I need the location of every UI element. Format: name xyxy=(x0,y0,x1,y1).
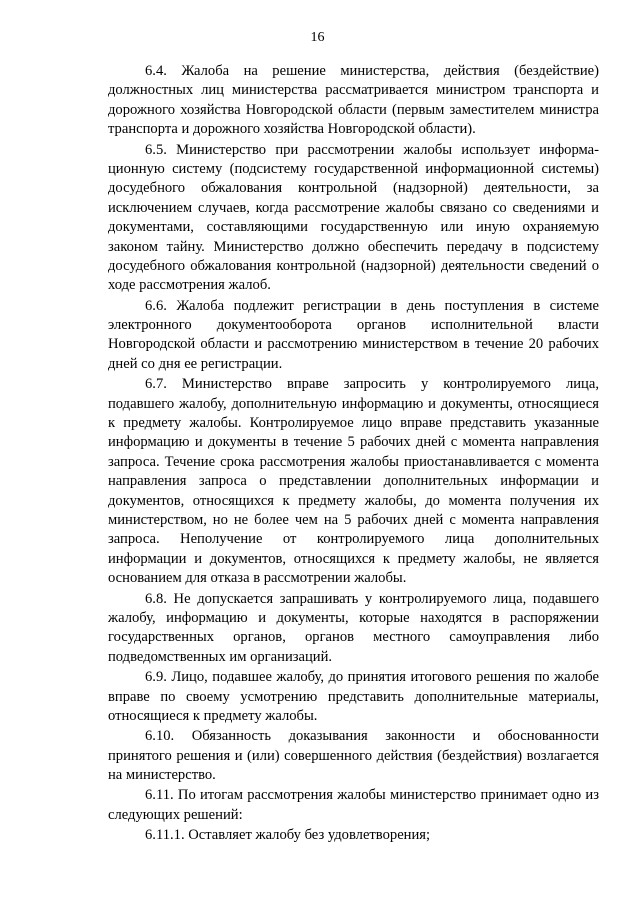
text-line: транспорта и дорожного хозяйства Новгородской области). xyxy=(108,121,476,138)
text-line: информацию и документы в течение 5 рабочих дней с момента направления xyxy=(108,434,599,451)
text-line: принятого решения и (или) совершенного действия (бездействия) возлагается xyxy=(108,747,599,764)
text-line: досудебного обжалования контрольной (надзорной) деятельности сведений о xyxy=(108,257,599,274)
text-line: следующих решений: xyxy=(108,806,243,823)
text-line: 6.5. Министерство при рассмотрении жалобы использует информа- xyxy=(145,141,599,158)
paragraph-6-11 xyxy=(108,786,599,825)
text-line: ходе рассмотрения жалоб. xyxy=(108,277,271,294)
page-number: 16 xyxy=(310,30,325,45)
text-line: информации и документов, относящихся к предмету жалобы, не является xyxy=(108,550,599,567)
text-line: 6.11.1. Оставляет жалобу без удовлетворения; xyxy=(145,827,431,844)
text-line: 6.4. Жалоба на решение министерства, действия (бездействие) xyxy=(145,63,599,79)
text-line: ционную систему (подсистему государственной информационной системы) xyxy=(108,160,599,177)
text-line: электронного документооборота органов исполнительной власти xyxy=(108,317,599,334)
text-line: направления запроса о представлении дополнительных информации и xyxy=(108,473,599,490)
paragraph-6-7 xyxy=(108,375,599,588)
text-line: министерством, но не более чем на 5 рабочих дней с момента направления xyxy=(108,511,599,528)
text-line: государственных органов, органов местного самоуправления либо xyxy=(108,629,599,646)
text-line: вправе по своему усмотрению представить дополнительные материалы, xyxy=(108,688,599,705)
text-line: дорожного хозяйства Новгородской области (первым заместителем министра xyxy=(108,101,599,118)
text-line: документами, составляющими государственную или иную охраняемую xyxy=(108,219,599,236)
paragraph-6-9 xyxy=(108,668,599,726)
text-line: запроса. Неполучение от контролируемого лица дополнительных xyxy=(108,531,599,548)
text-line: на министерство. xyxy=(108,767,216,784)
text-line: подавшего жалобу, дополнительную информацию и документы, относящиеся xyxy=(108,395,599,412)
text-line: 6.8. Не допускается запрашивать у контролируемого лица, подавшего xyxy=(145,590,599,607)
paragraph-6-11-1 xyxy=(108,826,599,845)
paragraph-6-8 xyxy=(108,590,599,668)
paragraph-6-5 xyxy=(108,141,599,296)
text-line: Новгородской области и рассмотрению министерством в течение 20 рабочих xyxy=(108,336,599,353)
text-line: запроса. Течение срока рассмотрения жалобы приостанавливается с момента xyxy=(108,453,599,470)
paragraph-6-6 xyxy=(108,297,599,375)
text-line: дней со дня ее регистрации. xyxy=(108,355,283,372)
text-line: должностных лиц министерства рассматривается министром транспорта и xyxy=(108,82,599,99)
paragraph-6-10 xyxy=(108,727,599,785)
text-line: документов, относящихся к предмету жалобы, до момента получения их xyxy=(108,492,599,509)
text-line: 6.6. Жалоба подлежит регистрации в день поступления в системе xyxy=(145,297,599,314)
paragraph-6-4 xyxy=(108,62,599,140)
text-line: относящиеся к предмету жалобы. xyxy=(108,707,318,724)
text-line: 6.9. Лицо, подавшее жалобу, до принятия итогового решения по жалобе xyxy=(145,669,599,686)
text-line: исключением случаев, когда рассмотрение жалобы связано со сведениями и xyxy=(108,199,599,216)
text-line: жалобу, информацию и документы, которые находятся в распоряжении xyxy=(108,609,599,626)
text-line: законом тайну. Министерство должно обеспечить передачу в подсистему xyxy=(108,238,599,255)
document-body xyxy=(108,62,599,847)
text-line: 6.7. Министерство вправе запросить у контролируемого лица, xyxy=(145,376,599,393)
text-line: к предмету жалобы. Контролируемое лицо вправе представить указанные xyxy=(108,415,599,432)
text-line: досудебного обжалования контрольной (надзорной) деятельности, за xyxy=(108,180,599,197)
text-line: подведомственных им организаций. xyxy=(108,648,333,665)
text-line: 6.11. По итогам рассмотрения жалобы министерство принимает одно из xyxy=(145,787,599,804)
text-line: 6.10. Обязанность доказывания законности и обоснованности xyxy=(145,728,599,745)
text-line: основанием для отказа в рассмотрении жалобы. xyxy=(108,570,407,587)
